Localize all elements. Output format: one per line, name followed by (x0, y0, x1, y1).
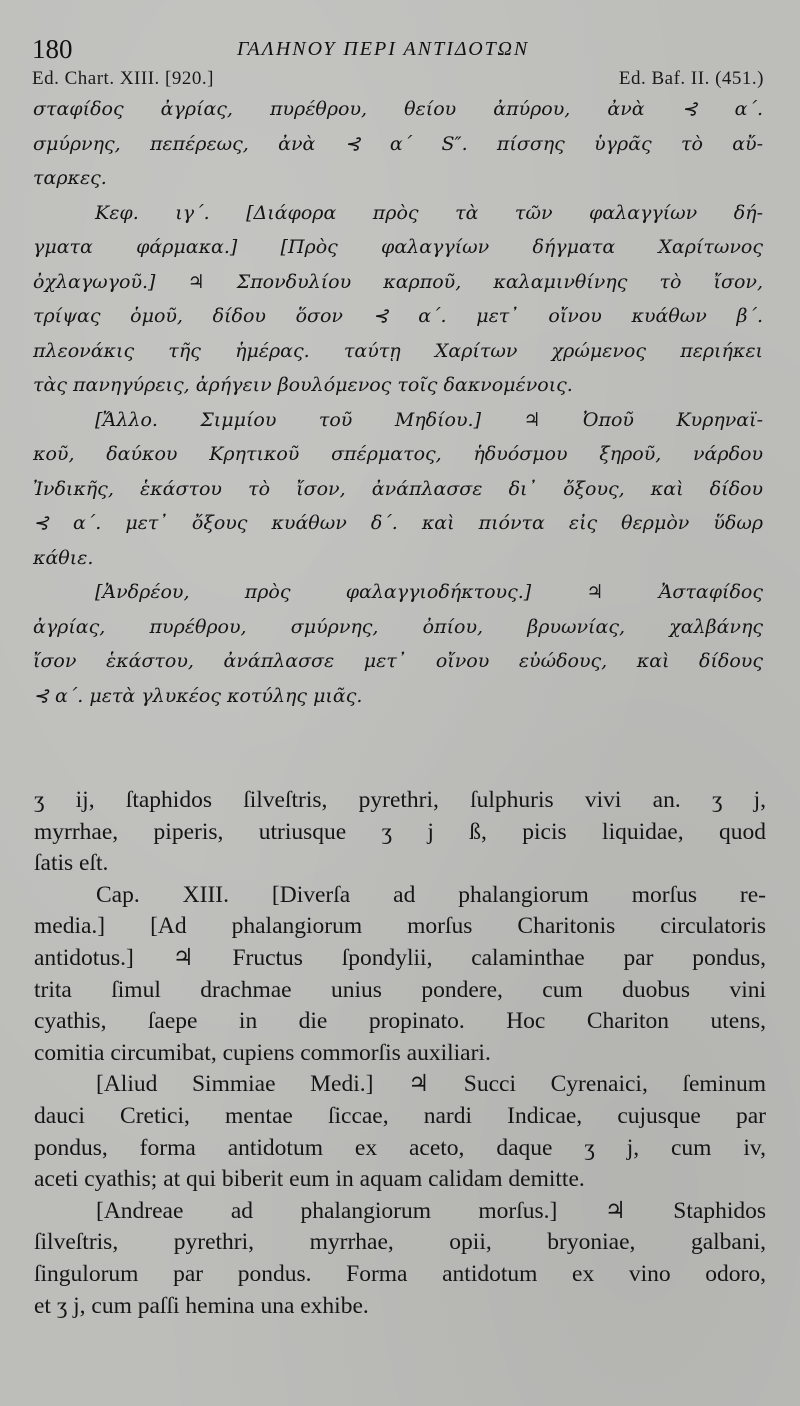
latin-line: ʒ ij, ſtaphidos ſilveſtris, pyrethri, ſulphuris vivi an. ʒ j, (34, 787, 766, 813)
latin-line: et ʒ j, cum paſſi hemina una exhibe. (34, 1292, 369, 1319)
latin-line: antidotus.] ♃ Fructus ſpondylii, calaminthae par pondus, (34, 944, 766, 971)
latin-line: ſingulorum par pondus. Forma antidotum ex vino odoro, (34, 1260, 766, 1287)
latin-line: comitia circumibat, cupiens commorſis auxiliari. (34, 1039, 491, 1066)
page-number: 180 (32, 34, 73, 64)
greek-line: κοῦ, δαύκου Κρητικοῦ σπέρματος, ἡδυόσμου ξηροῦ, νάρδου (33, 443, 763, 465)
latin-line: trita ſimul drachmae unius pondere, cum duobus vini (34, 976, 766, 1003)
latin-line: cyathis, ſaepe in die propinato. Hoc Chariton utens, (34, 1008, 766, 1035)
edition-basel: Ed. Baf. II. (451.) (618, 68, 764, 89)
greek-line: ἴσον ἑκάστου, ἀνάπλασσε μετ᾽ οἴνου εὐώδους, καὶ δίδους (33, 650, 763, 672)
greek-line: Ἰνδικῆς, ἑκάστου τὸ ἴσον, ἀνάπλασσε δι᾽ ὄξους, καὶ δίδου (33, 477, 763, 500)
latin-line: myrrhae, piperis, utriusque ʒ j ß, picis liquidae, quod (34, 818, 766, 845)
edition-references (32, 68, 764, 94)
greek-line: σμύρνης, πεπέρεως, ἀνὰ ⊰ α΄ S″. πίσσης ὑγρᾶς τὸ αὔ- (33, 132, 763, 155)
greek-line: ὀχλαγωγοῦ.] ♃ Σπονδυλίου καρποῦ, καλαμινθίνης τὸ ἴσον, (33, 270, 763, 293)
latin-paragraph (34, 880, 766, 1070)
latin-line: dauci Cretici, mentae ſiccae, nardi Indicae, cujusque par (34, 1102, 766, 1129)
greek-line: Κεφ. ιγ΄. [Διάφορα πρὸς τὰ τῶν φαλαγγίων δή- (95, 201, 763, 224)
greek-line: ἀγρίας, πυρέθρου, σμύρνης, ὀπίου, βρυωνίας, χαλβάνης (33, 615, 763, 638)
greek-line: τρίψας ὁμοῦ, δίδου ὅσον ⊰ α΄. μετ᾽ οἴνου κυάθων β΄. (33, 305, 763, 327)
latin-line: Cap. XIII. [Diverſa ad phalangiorum morſus re- (96, 881, 766, 908)
greek-line: [Ἄλλο. Σιμμίου τοῦ Μηδίου.] ♃ Ὀποῦ Κυρηναϊ- (95, 408, 763, 431)
latin-line: ſilveſtris, pyrethri, myrrhae, opii, bryoniae, galbani, (34, 1229, 766, 1256)
greek-text-block (33, 92, 763, 713)
latin-paragraph (34, 1196, 766, 1322)
running-title: ΓΑΛΗΝΟΥ ΠΕΡΙ ΑΝΤΙΔΟΤΩΝ (237, 38, 530, 60)
greek-paragraph (33, 92, 763, 196)
latin-line: [Andreae ad phalangiorum morſus.] ♃ Staphidos (96, 1197, 766, 1224)
latin-paragraph (34, 1069, 766, 1195)
greek-line: ταρκες. (33, 167, 107, 189)
greek-line: πλεονάκις τῆς ἡμέρας. ταύτῃ Χαρίτων χρώμενος περιήκει (33, 339, 763, 362)
latin-text-block (34, 785, 766, 1322)
latin-paragraph (34, 785, 766, 880)
greek-line: τὰς πανηγύρεις, ἀρήγειν βουλόμενος τοῖς δακνομένοις. (33, 374, 573, 396)
greek-line: κάθιε. (33, 546, 94, 569)
greek-line: γματα φάρμακα.] [Πρὸς φαλαγγίων δήγματα Χαρίτωνος (33, 236, 763, 258)
latin-line: pondus, forma antidotum ex aceto, daque ʒ j, cum iv, (34, 1134, 766, 1161)
latin-line: ſatis eſt. (34, 850, 109, 877)
greek-paragraph (33, 403, 763, 576)
latin-line: [Aliud Simmiae Medi.] ♃ Succi Cyrenaici, ſeminum (96, 1071, 766, 1098)
greek-line: σταφίδος ἀγρίας, πυρέθρου, θείου ἀπύρου, ἀνὰ ⊰ α΄. (33, 98, 763, 120)
greek-line: ⊰ α΄. μετ᾽ ὄξους κυάθων δ΄. καὶ πιόντα εἰς θερμὸν ὕδωρ (33, 512, 763, 534)
edition-chartier: Ed. Chart. XIII. [920.] (32, 68, 214, 89)
greek-paragraph (33, 196, 763, 403)
latin-line: media.] [Ad phalangiorum morſus Charitonis circulatoris (34, 913, 766, 940)
greek-paragraph (33, 575, 763, 713)
latin-line: aceti cyathis; at qui biberit eum in aquam calidam demitte. (34, 1166, 585, 1193)
greek-line: ⊰ α΄. μετὰ γλυκέος κοτύλης μιᾶς. (33, 684, 363, 707)
greek-line: [Ἀνδρέου, πρὸς φαλαγγιοδήκτους.] ♃ Ἀσταφίδος (95, 581, 763, 603)
page-header (32, 34, 772, 68)
